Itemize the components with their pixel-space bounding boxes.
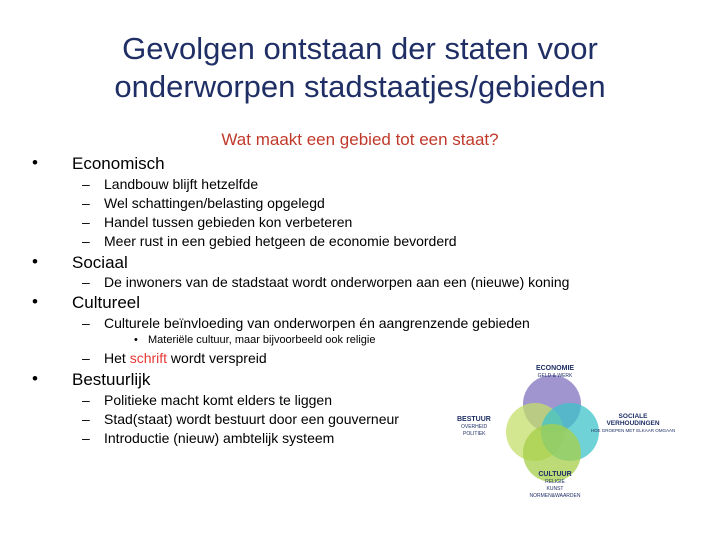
list-item-text-before: Het [104, 350, 130, 366]
label-cultuur-sub2: KUNST [546, 486, 564, 492]
sub-list-item [134, 334, 376, 346]
heading-text: Sociaal [72, 253, 128, 272]
dash: – [82, 392, 90, 408]
list-item-text: Landbouw blijft hetzelfde [104, 176, 259, 192]
label-bestuur-sub2: POLITIEK [463, 431, 486, 437]
list-item [82, 195, 325, 211]
list-item [82, 214, 353, 230]
list-item-text: Handel tussen gebieden kon verbeteren [104, 214, 353, 230]
dash: – [82, 430, 90, 446]
dash: – [82, 411, 90, 427]
dash: – [82, 274, 90, 290]
list-item [82, 411, 399, 427]
dash: – [82, 214, 90, 230]
dash: – [82, 195, 90, 211]
label-sociale-sub: HOE GROEPEN MET ELKAAR OMGAAN [590, 428, 676, 433]
list-item-text: Introductie (nieuw) ambtelijk systeem [104, 430, 335, 446]
society-aspects-diagram [455, 358, 695, 503]
bullet: • [32, 292, 38, 311]
list-item [82, 392, 332, 408]
list-item-text: Politieke macht komt elders te liggen [104, 392, 332, 408]
label-cultuur-sub1: RELIGIE [545, 479, 565, 485]
bullet: • [32, 153, 38, 172]
title-line-2: onderworpen stadstaatjes/gebieden [114, 69, 606, 104]
label-economie: ECONOMIE [535, 365, 575, 372]
section-heading-cultureel [32, 292, 141, 313]
heading-text: Bestuurlijk [72, 370, 151, 389]
dash: – [82, 315, 90, 331]
label-cultuur-sub3: NORMEN&WAARDEN [529, 493, 581, 499]
dash: – [82, 176, 90, 192]
list-item [82, 350, 267, 366]
heading-text: Cultureel [72, 293, 141, 312]
bullet: • [32, 252, 38, 271]
list-item [82, 430, 335, 446]
section-heading-bestuurlijk [32, 369, 151, 390]
label-bestuur-sub1: OVERHEID [461, 424, 488, 430]
sub-list-item-text: Materiële cultuur, maar bijvoorbeeld ook religie [148, 334, 376, 346]
list-item [82, 274, 570, 290]
list-item-text: Stad(staat) wordt bestuurt door een gouverneur [104, 411, 399, 427]
slide-subtitle: Wat maakt een gebied tot een staat? [221, 130, 499, 149]
label-bestuur: BESTUUR [457, 416, 491, 423]
bullet: • [32, 369, 38, 388]
list-item-text: Wel schattingen/belasting opgelegd [104, 195, 325, 211]
list-item-text-after: wordt verspreid [167, 350, 267, 366]
highlight-schrift: schrift [129, 350, 168, 366]
list-item [82, 176, 259, 192]
label-cultuur: CULTUUR [538, 471, 572, 478]
heading-text: Economisch [72, 154, 165, 173]
slide-title [40, 30, 680, 106]
title-line-1: Gevolgen ontstaan der staten voor [122, 31, 598, 66]
label-sociale-2: VERHOUDINGEN [606, 420, 660, 427]
label-economie-sub: GELD & WERK [537, 373, 573, 379]
list-item-text: De inwoners van de stadstaat wordt onderworpen aan een (nieuwe) koning [104, 274, 570, 290]
section-heading-economisch [32, 153, 165, 174]
bullet: • [134, 334, 138, 346]
list-item [82, 233, 457, 249]
dash: – [82, 350, 90, 366]
list-item-text: Meer rust in een gebied hetgeen de economie bevorderd [104, 233, 457, 249]
list-item [82, 315, 530, 331]
label-sociale-1: SOCIALE [618, 413, 648, 420]
list-item-text: Culturele beïnvloeding van onderworpen én aangrenzende gebieden [104, 315, 530, 331]
section-heading-sociaal [32, 252, 128, 273]
dash: – [82, 233, 90, 249]
